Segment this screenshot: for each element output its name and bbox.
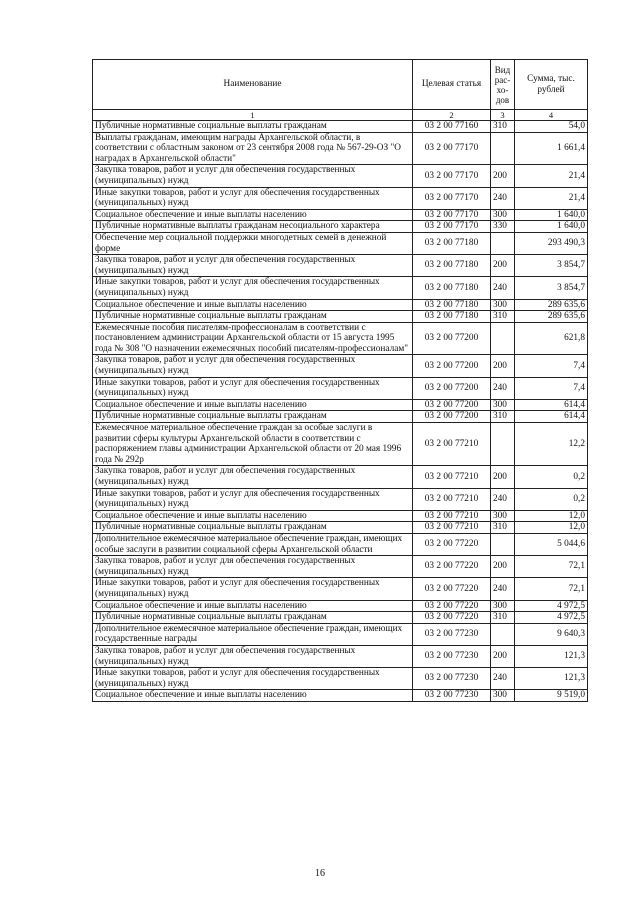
header-name: Наименование xyxy=(93,60,413,110)
row-name: Закупка товаров, работ и услуг для обеспечения государственных (муниципальных) нужд xyxy=(93,466,413,488)
row-sum: 72,1 xyxy=(515,556,588,578)
row-sum: 12,2 xyxy=(515,423,588,466)
row-sum: 121,3 xyxy=(515,668,588,690)
table-row xyxy=(93,466,588,488)
row-expense-type: 310 xyxy=(491,411,515,423)
row-target-article: 03 2 00 77220 xyxy=(413,556,491,578)
budget-table xyxy=(92,59,588,702)
row-target-article: 03 2 00 77200 xyxy=(413,355,491,377)
row-expense-type: 300 xyxy=(491,690,515,702)
row-expense-type: 240 xyxy=(491,277,515,299)
row-target-article: 03 2 00 77180 xyxy=(413,255,491,277)
row-target-article: 03 2 00 77210 xyxy=(413,510,491,522)
row-sum: 4 972,5 xyxy=(515,612,588,624)
row-sum: 21,4 xyxy=(515,187,588,209)
column-number: 1 xyxy=(93,110,413,121)
row-target-article: 03 2 00 77200 xyxy=(413,411,491,423)
row-target-article: 03 2 00 77210 xyxy=(413,488,491,510)
row-sum: 0,2 xyxy=(515,488,588,510)
row-target-article: 03 2 00 77210 xyxy=(413,423,491,466)
row-sum: 289 635,6 xyxy=(515,311,588,323)
row-target-article: 03 2 00 77180 xyxy=(413,311,491,323)
row-expense-type: 200 xyxy=(491,255,515,277)
table-row xyxy=(93,522,588,534)
row-expense-type xyxy=(491,132,515,165)
row-target-article: 03 2 00 77230 xyxy=(413,690,491,702)
row-expense-type xyxy=(491,322,515,355)
table-row xyxy=(93,612,588,624)
row-name: Публичные нормативные выплаты гражданам несоциального характера xyxy=(93,221,413,233)
table-row xyxy=(93,165,588,187)
column-number: 3 xyxy=(491,110,515,121)
row-expense-type: 200 xyxy=(491,355,515,377)
row-sum: 3 854,7 xyxy=(515,277,588,299)
row-target-article: 03 2 00 77230 xyxy=(413,645,491,667)
row-name: Закупка товаров, работ и услуг для обеспечения государственных (муниципальных) нужд xyxy=(93,255,413,277)
row-sum: 9 640,3 xyxy=(515,623,588,645)
row-name: Публичные нормативные социальные выплаты гражданам xyxy=(93,612,413,624)
row-name: Иные закупки товаров, работ и услуг для обеспечения государственных (муниципальных) нужд xyxy=(93,668,413,690)
row-sum: 9 519,0 xyxy=(515,690,588,702)
table-row xyxy=(93,399,588,411)
row-name: Иные закупки товаров, работ и услуг для обеспечения государственных (муниципальных) нужд xyxy=(93,377,413,399)
row-expense-type: 240 xyxy=(491,377,515,399)
row-name: Иные закупки товаров, работ и услуг для обеспечения государственных (муниципальных) нужд xyxy=(93,277,413,299)
row-sum: 121,3 xyxy=(515,645,588,667)
table-header-row xyxy=(93,60,588,110)
row-target-article: 03 2 00 77220 xyxy=(413,578,491,600)
row-expense-type: 310 xyxy=(491,121,515,133)
row-sum: 614,4 xyxy=(515,411,588,423)
table-row xyxy=(93,232,588,254)
row-expense-type: 300 xyxy=(491,299,515,311)
row-target-article: 03 2 00 77170 xyxy=(413,221,491,233)
table-row xyxy=(93,299,588,311)
row-expense-type: 200 xyxy=(491,645,515,667)
table-row xyxy=(93,423,588,466)
table-row xyxy=(93,221,588,233)
row-name: Ежемесячные пособия писателям-профессионалам в соответствии с постановлением администрации Архангельской области от 15 августа 1995 года № 308 "О назначении ежемесячных пособий писателям-профессионалам" xyxy=(93,322,413,355)
row-name: Закупка товаров, работ и услуг для обеспечения государственных (муниципальных) нужд xyxy=(93,355,413,377)
table-row xyxy=(93,355,588,377)
table-row xyxy=(93,277,588,299)
row-sum: 4 972,5 xyxy=(515,600,588,612)
row-expense-type: 300 xyxy=(491,209,515,221)
row-name: Иные закупки товаров, работ и услуг для обеспечения государственных (муниципальных) нужд xyxy=(93,488,413,510)
row-name: Публичные нормативные социальные выплаты гражданам xyxy=(93,121,413,133)
row-name: Закупка товаров, работ и услуг для обеспечения государственных (муниципальных) нужд xyxy=(93,645,413,667)
row-target-article: 03 2 00 77210 xyxy=(413,522,491,534)
row-expense-type: 310 xyxy=(491,612,515,624)
row-expense-type: 310 xyxy=(491,522,515,534)
table-row xyxy=(93,690,588,702)
row-name: Социальное обеспечение и иные выплаты населению xyxy=(93,299,413,311)
row-expense-type xyxy=(491,423,515,466)
row-expense-type xyxy=(491,533,515,555)
row-expense-type: 240 xyxy=(491,187,515,209)
row-expense-type: 310 xyxy=(491,311,515,323)
row-name: Публичные нормативные социальные выплаты гражданам xyxy=(93,522,413,534)
row-expense-type: 240 xyxy=(491,578,515,600)
table-row xyxy=(93,377,588,399)
row-target-article: 03 2 00 77200 xyxy=(413,399,491,411)
row-name: Дополнительное ежемесячное материальное обеспечение граждан, имеющих государственные награды xyxy=(93,623,413,645)
row-expense-type: 330 xyxy=(491,221,515,233)
row-sum: 54,0 xyxy=(515,121,588,133)
row-target-article: 03 2 00 77180 xyxy=(413,232,491,254)
row-name: Иные закупки товаров, работ и услуг для обеспечения государственных (муниципальных) нужд xyxy=(93,578,413,600)
table-row xyxy=(93,668,588,690)
table-row xyxy=(93,510,588,522)
column-number: 4 xyxy=(515,110,588,121)
table-body xyxy=(93,121,588,702)
row-expense-type xyxy=(491,623,515,645)
page-number: 16 xyxy=(315,868,325,879)
row-expense-type: 200 xyxy=(491,556,515,578)
row-target-article: 03 2 00 77170 xyxy=(413,187,491,209)
table-row xyxy=(93,623,588,645)
row-name: Публичные нормативные социальные выплаты гражданам xyxy=(93,311,413,323)
row-target-article: 03 2 00 77220 xyxy=(413,600,491,612)
row-sum: 1 661,4 xyxy=(515,132,588,165)
row-sum: 7,4 xyxy=(515,355,588,377)
row-expense-type: 240 xyxy=(491,488,515,510)
table-row xyxy=(93,488,588,510)
row-name: Социальное обеспечение и иные выплаты населению xyxy=(93,399,413,411)
row-name: Социальное обеспечение и иные выплаты населению xyxy=(93,510,413,522)
row-target-article: 03 2 00 77200 xyxy=(413,377,491,399)
row-sum: 1 640,0 xyxy=(515,209,588,221)
row-sum: 12,0 xyxy=(515,510,588,522)
row-name: Социальное обеспечение и иные выплаты населению xyxy=(93,600,413,612)
row-target-article: 03 2 00 77210 xyxy=(413,466,491,488)
row-sum: 0,2 xyxy=(515,466,588,488)
row-target-article: 03 2 00 77170 xyxy=(413,165,491,187)
row-target-article: 03 2 00 77230 xyxy=(413,623,491,645)
row-name: Ежемесячное материальное обеспечение граждан за особые заслуги в развитии сферы культуры Архангельской области в соответствии с распоряжением главы администрации Архангельской области от 20 мая 1996 года № 292р xyxy=(93,423,413,466)
row-name: Обеспечение мер социальной поддержки многодетных семей в денежной форме xyxy=(93,232,413,254)
row-sum: 12,0 xyxy=(515,522,588,534)
row-target-article: 03 2 00 77220 xyxy=(413,612,491,624)
row-target-article: 03 2 00 77200 xyxy=(413,322,491,355)
row-target-article: 03 2 00 77160 xyxy=(413,121,491,133)
header-code: Целевая статья xyxy=(413,60,491,110)
row-target-article: 03 2 00 77220 xyxy=(413,533,491,555)
row-name: Социальное обеспечение и иные выплаты населению xyxy=(93,690,413,702)
row-target-article: 03 2 00 77170 xyxy=(413,209,491,221)
table-row xyxy=(93,578,588,600)
row-expense-type xyxy=(491,232,515,254)
column-number: 2 xyxy=(413,110,491,121)
row-expense-type: 240 xyxy=(491,668,515,690)
row-sum: 289 635,6 xyxy=(515,299,588,311)
row-sum: 621,8 xyxy=(515,322,588,355)
row-expense-type: 300 xyxy=(491,510,515,522)
table-row xyxy=(93,645,588,667)
table-row xyxy=(93,187,588,209)
table-row xyxy=(93,132,588,165)
row-target-article: 03 2 00 77230 xyxy=(413,668,491,690)
row-sum: 7,4 xyxy=(515,377,588,399)
row-name: Публичные нормативные социальные выплаты гражданам xyxy=(93,411,413,423)
column-number-row xyxy=(93,110,588,121)
row-expense-type: 300 xyxy=(491,399,515,411)
row-sum: 21,4 xyxy=(515,165,588,187)
row-target-article: 03 2 00 77180 xyxy=(413,277,491,299)
table-row xyxy=(93,533,588,555)
table-row xyxy=(93,600,588,612)
table-row xyxy=(93,556,588,578)
row-name: Закупка товаров, работ и услуг для обеспечения государственных (муниципальных) нужд xyxy=(93,556,413,578)
table-row xyxy=(93,311,588,323)
row-target-article: 03 2 00 77180 xyxy=(413,299,491,311)
row-name: Иные закупки товаров, работ и услуг для обеспечения государственных (муниципальных) нужд xyxy=(93,187,413,209)
table-row xyxy=(93,411,588,423)
table-row xyxy=(93,121,588,133)
row-expense-type: 200 xyxy=(491,165,515,187)
row-name: Выплаты гражданам, имеющим награды Архангельской области, в соответствии с областным законом от 23 сентября 2008 года № 567-29-ОЗ "О наградах в Архангельской области" xyxy=(93,132,413,165)
row-sum: 614,4 xyxy=(515,399,588,411)
header-expense-type: Вид рас-хо-дов xyxy=(491,60,515,110)
row-name: Социальное обеспечение и иные выплаты населению xyxy=(93,209,413,221)
row-name: Дополнительное ежемесячное материальное обеспечение граждан, имеющих особые заслуги в развитии социальной сферы Архангельской области xyxy=(93,533,413,555)
table-row xyxy=(93,209,588,221)
header-sum: Сумма, тыс. рублей xyxy=(515,60,588,110)
row-name: Закупка товаров, работ и услуг для обеспечения государственных (муниципальных) нужд xyxy=(93,165,413,187)
table-row xyxy=(93,322,588,355)
row-sum: 72,1 xyxy=(515,578,588,600)
row-target-article: 03 2 00 77170 xyxy=(413,132,491,165)
row-expense-type: 200 xyxy=(491,466,515,488)
row-sum: 5 044,6 xyxy=(515,533,588,555)
row-expense-type: 300 xyxy=(491,600,515,612)
row-sum: 293 490,3 xyxy=(515,232,588,254)
row-sum: 1 640,0 xyxy=(515,221,588,233)
row-sum: 3 854,7 xyxy=(515,255,588,277)
table-row xyxy=(93,255,588,277)
